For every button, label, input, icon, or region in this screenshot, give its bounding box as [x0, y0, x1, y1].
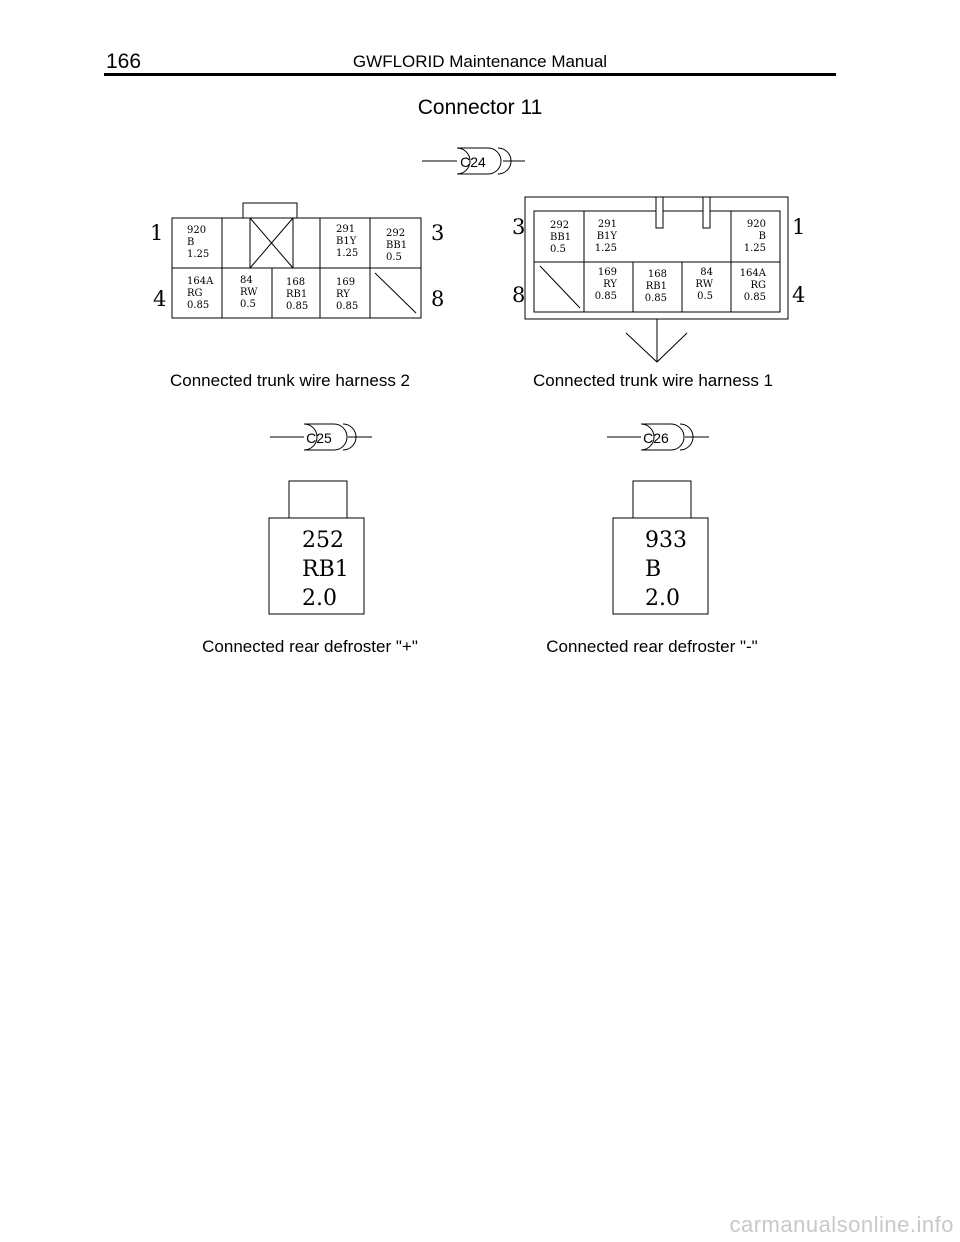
c24-left-pin-bottom-right: 8 [431, 287, 445, 311]
cell-text: 1.25 [594, 243, 617, 254]
c24-left-pin-top-left: 1 [150, 221, 164, 245]
cell-text: B1Y [596, 231, 617, 242]
c24-left-caption: Connected trunk wire harness 2 [169, 371, 411, 390]
cell-text: 292 [550, 220, 570, 231]
cell-text: 84 [240, 275, 253, 286]
cell-text: 1.25 [743, 243, 766, 254]
c26-caption: Connected rear defroster "-" [546, 637, 758, 656]
watermark: carmanualsonline.info [729, 1212, 954, 1237]
c24-tag-label: C24 [460, 154, 486, 170]
c24-right-pin-top-right: 1 [792, 215, 806, 239]
cell-text: 920 [746, 219, 766, 230]
c25-line: 252 [302, 528, 344, 553]
c25-tag [270, 424, 372, 450]
cell-text: RB1 [645, 281, 667, 292]
cell-text: 1.25 [336, 248, 359, 259]
c25-connector [269, 481, 364, 614]
c25-line: RB1 [302, 557, 349, 582]
c25-line: 2.0 [302, 586, 337, 611]
cell-text: RG [750, 280, 766, 291]
c26-connector [613, 481, 708, 614]
cell-text: RY [603, 279, 617, 290]
cell-text: RG [187, 288, 203, 299]
c26-tag-label: C26 [643, 430, 669, 446]
cell-text: BB1 [550, 232, 572, 243]
cell-text: 0.85 [594, 291, 617, 302]
cell-text: RY [336, 289, 350, 300]
c26-line: 2.0 [645, 586, 680, 611]
cell-text: B [758, 231, 766, 242]
cell-text: 84 [700, 267, 713, 278]
cell-text: 0.5 [240, 299, 256, 310]
cell-text: 169 [597, 267, 617, 278]
c26-tag [607, 424, 709, 450]
cell-text: 292 [386, 228, 406, 239]
c25-tag-label: C25 [306, 430, 332, 446]
cell-text: RW [240, 287, 258, 298]
c24-left-pin-top-right: 3 [431, 221, 445, 245]
page-number: 166 [106, 50, 142, 73]
cell-text: 920 [187, 225, 207, 236]
c24-right-caption: Connected trunk wire harness 1 [532, 371, 774, 390]
c26-line: B [645, 557, 662, 582]
cell-text: B [187, 237, 195, 248]
cell-text: 164A [187, 276, 214, 287]
cell-text: B1Y [336, 236, 357, 247]
c24-tag [422, 148, 525, 174]
section-title: Connector 11 [417, 96, 543, 119]
cell-text: 0.5 [697, 291, 713, 302]
cell-text: 0.85 [743, 292, 766, 303]
cell-text: RB1 [286, 289, 308, 300]
cell-text: 168 [286, 277, 306, 288]
c24-right-connector [512, 197, 805, 362]
manual-title: GWFLORID Maintenance Manual [352, 52, 608, 71]
c24-left-connector [150, 203, 444, 318]
cell-text: 291 [336, 224, 356, 235]
cell-text: RW [695, 279, 713, 290]
cell-text: 0.85 [286, 301, 309, 312]
cell-text: 291 [597, 219, 617, 230]
cell-text: 0.5 [550, 244, 566, 255]
c24-left-pin-bottom-left: 4 [153, 287, 167, 311]
cell-text: 0.85 [187, 300, 210, 311]
cell-text: 168 [647, 269, 667, 280]
c24-right-pin-bottom-left: 8 [512, 283, 526, 307]
cell-text: 0.85 [336, 301, 359, 312]
c24-right-pin-top-left: 3 [512, 215, 526, 239]
c25-caption: Connected rear defroster "+" [202, 637, 418, 656]
cell-text: 1.25 [187, 249, 210, 260]
cell-text: 0.5 [386, 252, 402, 263]
cell-text: 0.85 [644, 293, 667, 304]
cell-text: 169 [336, 277, 356, 288]
c24-right-pin-bottom-right: 4 [792, 283, 806, 307]
cell-text: BB1 [386, 240, 408, 251]
cell-text: 164A [739, 268, 766, 279]
c26-line: 933 [645, 528, 687, 553]
